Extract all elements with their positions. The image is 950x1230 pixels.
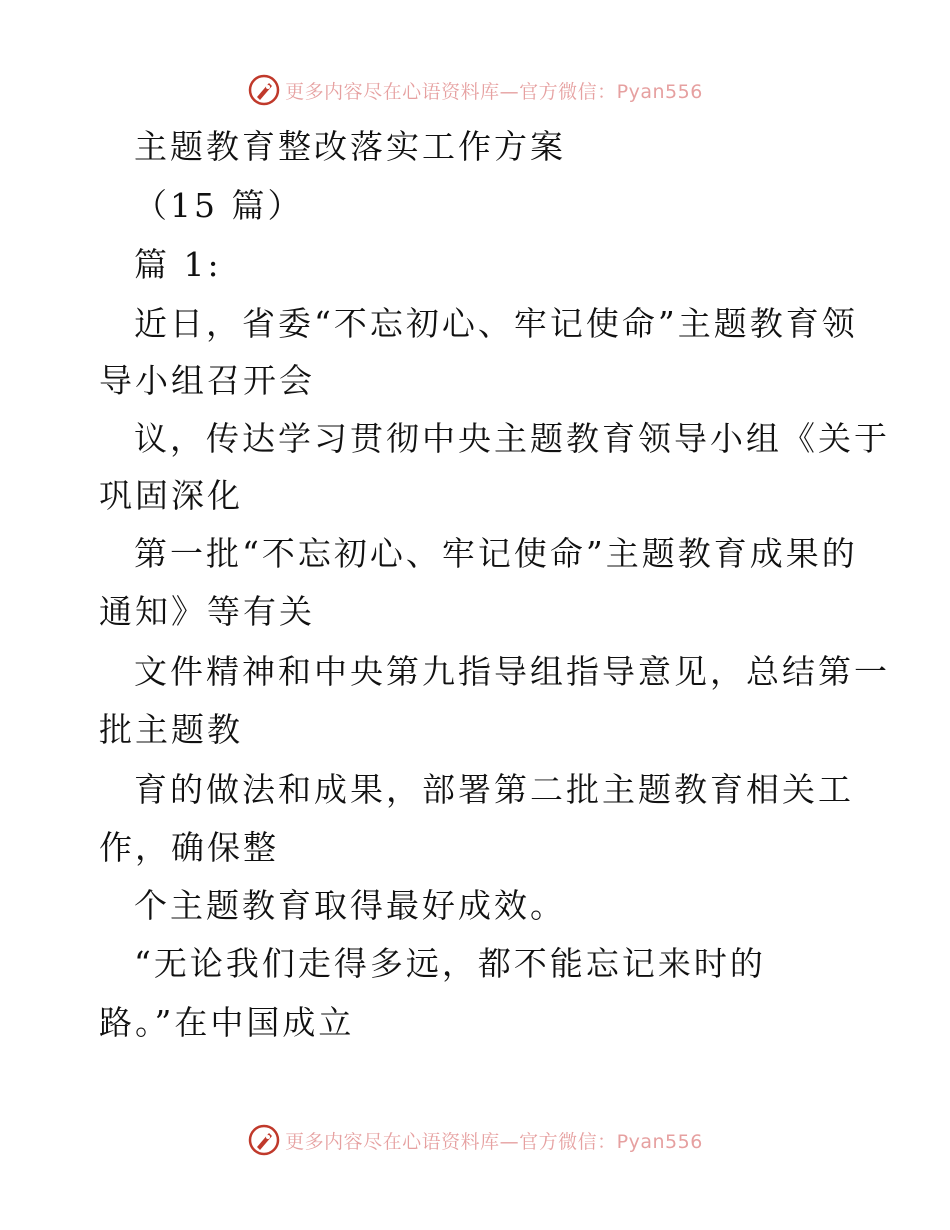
section-heading: 篇 1: (134, 245, 222, 284)
body-line: 路。”在中国成立 (99, 1003, 355, 1042)
body-line: 育的做法和成果，部署第二批主题教育相关工 (134, 770, 854, 809)
document-subtitle: （15 篇） (134, 186, 304, 225)
body-line: 近日，省委“不忘初心、牢记使命”主题教育领 (134, 304, 858, 343)
watermark-text: 更多内容尽在心语资料库—官方微信：Pyan556 (285, 80, 703, 103)
body-line: 第一批“不忘初心、牢记使命”主题教育成果的 (134, 534, 858, 573)
body-line: “无论我们走得多远，都不能忘记来时的 (134, 944, 766, 983)
body-line: 作，确保整 (99, 828, 279, 867)
body-line: 议，传达学习贯彻中央主题教育领导小组《关于 (134, 419, 890, 458)
watermark-text: 更多内容尽在心语资料库—官方微信：Pyan556 (285, 1130, 703, 1153)
footer-watermark (0, 1120, 950, 1160)
pen-nib-logo-icon (247, 73, 281, 107)
body-line: 导小组召开会 (99, 361, 315, 400)
body-line: 通知》等有关 (99, 592, 315, 631)
body-line: 批主题教 (99, 710, 243, 749)
body-line: 文件精神和中央第九指导组指导意见，总结第一 (134, 652, 890, 691)
document-title: 主题教育整改落实工作方案 (134, 127, 566, 166)
header-watermark (0, 70, 950, 110)
body-line: 巩固深化 (99, 476, 243, 515)
pen-nib-logo-icon (247, 1123, 281, 1157)
body-line: 个主题教育取得最好成效。 (134, 886, 566, 925)
